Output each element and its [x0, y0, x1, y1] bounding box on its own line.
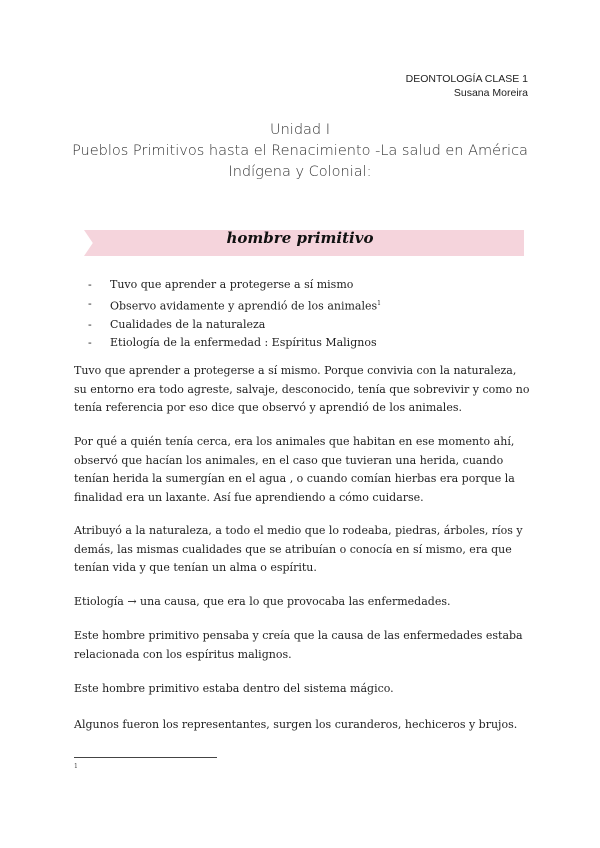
bullet-dash: -	[88, 278, 92, 291]
footnote-number: 1	[74, 763, 78, 770]
unit-subtitle: Pueblos Primitivos hasta el Renacimiento -La salud en América Indígena y Colonial:	[72, 143, 528, 180]
paragraph: Tuvo que aprender a protegerse a sí mismo. Porque convivia con la naturaleza, su entorno era todo agreste, salvaje, desconocido, tenía que sobrevivir y como no tenía referencia por eso dice que observó y aprendió de los animales.	[74, 364, 530, 414]
bullet-text: Cualidades de la naturaleza	[110, 317, 266, 331]
bullet-dash: -	[88, 336, 92, 350]
author-name: Susana Moreira	[453, 87, 528, 99]
section-heading: hombre primitivo	[226, 229, 374, 247]
paragraph: Por qué a quién tenía cerca, era los animales que habitan en ese momento ahí, observó que hacían los animales, en el caso que tuvieran una herida, cuando tenían herida la sumergían en el agua , o cuando comían hierbas era porque la finalidad era un laxante. Así fue aprendiendo a cómo cuidarse.	[74, 435, 515, 504]
paragraph: Este hombre primitivo pensaba y creía que la causa de las enfermedades estaba relacionada con los espíritus malignos.	[74, 629, 523, 661]
bullet-list	[88, 276, 381, 353]
bullet-text: Tuvo que aprender a protegerse a sí mismo	[110, 278, 354, 291]
list-item	[88, 276, 381, 295]
bullet-dash: -	[88, 317, 92, 331]
unit-title: Unidad I	[269, 122, 330, 138]
footnote-divider	[74, 757, 217, 758]
paragraph: Algunos fueron los representantes, surgen los curanderos, hechiceros y brujos.	[74, 718, 518, 731]
unit-title-block	[0, 120, 600, 183]
paragraph: Etiología → una causa, que era lo que provocaba las enfermedades.	[74, 595, 451, 608]
bullet-text: Observo avidamente y aprendió de los animales	[110, 299, 378, 313]
paragraph: Atribuyó a la naturaleza, a todo el medio que lo rodeaba, piedras, árboles, ríos y demás, las mismas cualidades que se atribuían o conocía en sí mismo, era que tenían vida y que tenían un alma o espíritu.	[74, 524, 523, 574]
paragraph: Este hombre primitivo estaba dentro del sistema mágico.	[74, 682, 394, 695]
bullet-dash: -	[88, 296, 92, 310]
list-item	[88, 334, 381, 353]
bullet-text: Etiología de la enfermedad : Espíritus Malignos	[110, 336, 377, 350]
footnote-ref[interactable]: 1	[377, 299, 381, 307]
document-header	[406, 72, 528, 100]
course-label: DEONTOLOGÍA CLASE 1	[405, 73, 528, 85]
list-item	[88, 295, 381, 316]
list-item	[88, 316, 381, 335]
